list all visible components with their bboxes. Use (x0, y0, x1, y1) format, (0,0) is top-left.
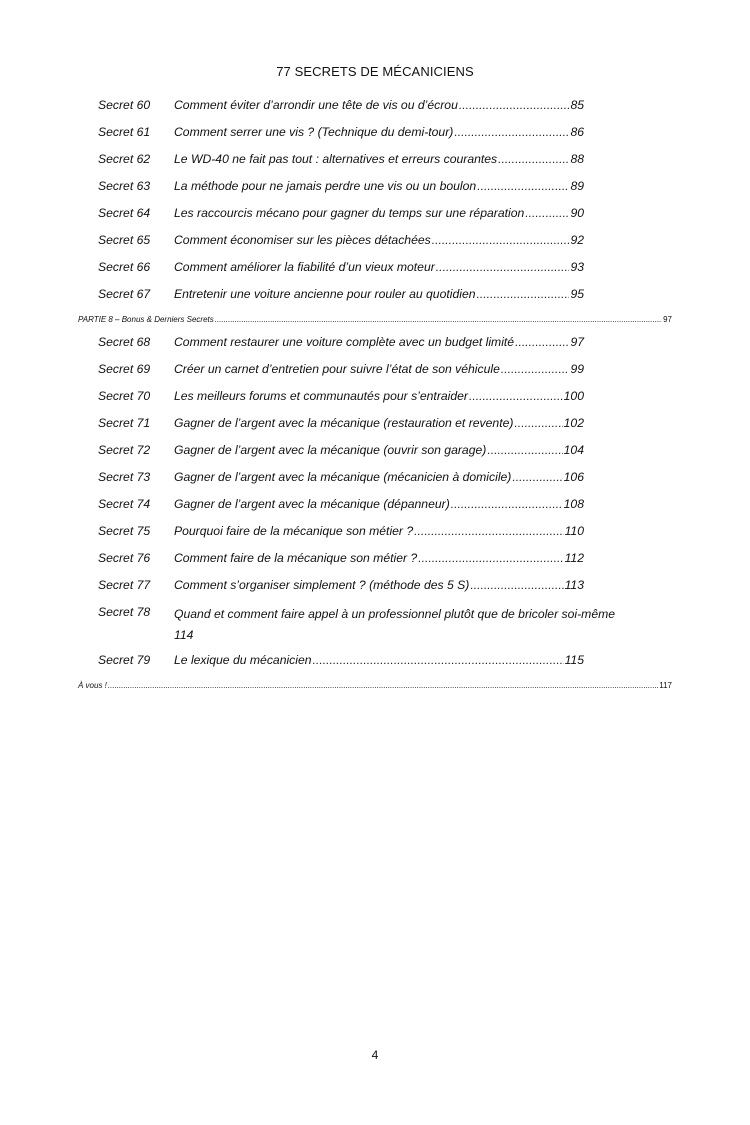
dot-leader (487, 443, 562, 457)
secret-title: Comment s’organiser simplement ? (méthode des 5 S) (174, 578, 470, 592)
toc-entry[interactable] (0, 575, 750, 602)
secret-number: Secret 65 (98, 233, 151, 247)
dot-leader (108, 681, 658, 690)
secret-number: Secret 76 (98, 551, 151, 565)
toc-entry[interactable] (0, 332, 750, 359)
page-ref: 97 (663, 315, 672, 324)
toc-part-heading[interactable] (0, 311, 750, 332)
page-ref: 113 (564, 578, 584, 592)
page-ref: 93 (570, 260, 584, 274)
page-ref: 112 (564, 551, 584, 565)
secret-title: Le WD-40 ne fait pas tout : alternatives et erreurs courantes (174, 152, 498, 166)
secret-title: Entretenir une voiture ancienne pour rouler au quotidien (174, 287, 476, 301)
table-of-contents (0, 95, 750, 698)
page-ref: 117 (659, 681, 672, 690)
toc-entry[interactable] (0, 521, 750, 548)
secret-number: Secret 66 (98, 260, 151, 274)
page-ref: 106 (563, 470, 584, 484)
dot-leader (432, 233, 570, 247)
secret-number: Secret 73 (98, 470, 151, 484)
secret-number: Secret 75 (98, 524, 151, 538)
secret-number: Secret 72 (98, 443, 151, 457)
dot-leader (451, 497, 563, 511)
page-ref: 102 (563, 416, 584, 430)
dot-leader (215, 315, 662, 324)
toc-entry[interactable] (0, 203, 750, 230)
dot-leader (512, 470, 562, 484)
dot-leader (436, 260, 570, 274)
secret-title: Les meilleurs forums et communautés pour s’entraider (174, 389, 468, 403)
page-ref: 86 (570, 125, 584, 139)
secret-title: La méthode pour ne jamais perdre une vis ou un boulon (174, 179, 477, 193)
toc-entry[interactable] (0, 359, 750, 386)
secret-number: Secret 67 (98, 287, 151, 301)
page-ref: 104 (563, 443, 584, 457)
toc-entry[interactable] (0, 650, 750, 677)
toc-entry[interactable] (0, 122, 750, 149)
secret-title: Quand et comment faire appel à un professionnel plutôt que de bricoler soi-même (174, 607, 616, 621)
secret-title: Le lexique du mécanicien (174, 653, 312, 667)
secret-title: Comment améliorer la fiabilité d’un vieux moteur (174, 260, 435, 274)
part-title: PARTIE 8 – Bonus & Derniers Secrets (78, 315, 214, 324)
page-ref: 85 (570, 98, 584, 112)
page-number: 4 (371, 1048, 379, 1062)
dot-leader (515, 335, 569, 349)
secret-number: Secret 74 (98, 497, 151, 511)
dot-leader (414, 524, 563, 538)
secret-number: Secret 78 (98, 605, 151, 619)
toc-entry[interactable] (0, 230, 750, 257)
dot-leader (477, 287, 570, 301)
page-ref: 89 (570, 179, 584, 193)
secret-title: Comment serrer une vis ? (Technique du demi-tour) (174, 125, 454, 139)
secret-title: Gagner de l’argent avec la mécanique (mécanicien à domicile) (174, 470, 512, 484)
secret-number: Secret 68 (98, 335, 151, 349)
toc-entry[interactable] (0, 284, 750, 311)
secret-title: Gagner de l’argent avec la mécanique (dépanneur) (174, 497, 450, 511)
page-ref: 100 (563, 389, 584, 403)
dot-leader (525, 206, 569, 220)
secret-title: Comment économiser sur les pièces détachées (174, 233, 431, 247)
secret-title: Créer un carnet d’entretien pour suivre l’état de son véhicule (174, 362, 500, 376)
page-ref: 90 (570, 206, 584, 220)
secret-title: Gagner de l’argent avec la mécanique (restauration et revente) (174, 416, 514, 430)
toc-entry[interactable] (0, 95, 750, 122)
toc-entry[interactable] (0, 257, 750, 284)
toc-entry[interactable] (0, 386, 750, 413)
toc-entry[interactable] (0, 602, 750, 650)
page-ref: 108 (563, 497, 584, 511)
dot-leader (459, 98, 570, 112)
secret-number: Secret 62 (98, 152, 151, 166)
toc-entry[interactable] (0, 440, 750, 467)
secret-title: Gagner de l’argent avec la mécanique (ouvrir son garage) (174, 443, 487, 457)
dot-leader (418, 551, 563, 565)
secret-number: Secret 63 (98, 179, 151, 193)
secret-number: Secret 69 (98, 362, 151, 376)
page-ref: 110 (564, 524, 584, 538)
dot-leader (469, 389, 563, 403)
dot-leader (477, 179, 569, 193)
page-ref: 95 (570, 287, 584, 301)
closing-title: À vous ! (78, 681, 107, 690)
secret-title: Comment faire de la mécanique son métier ? (174, 551, 418, 565)
secret-title: Comment restaurer une voiture complète avec un budget limité (174, 335, 515, 349)
page-ref: 114 (174, 628, 194, 642)
secret-number: Secret 71 (98, 416, 151, 430)
secret-number: Secret 60 (98, 98, 151, 112)
secret-number: Secret 70 (98, 389, 151, 403)
toc-entry[interactable] (0, 149, 750, 176)
page-ref: 88 (570, 152, 584, 166)
page-ref: 97 (570, 335, 584, 349)
secret-title: Pourquoi faire de la mécanique son métier ? (174, 524, 414, 538)
page-ref: 99 (570, 362, 584, 376)
toc-entry[interactable] (0, 548, 750, 575)
toc-closing-heading[interactable] (0, 677, 750, 698)
secret-title: Comment éviter d’arrondir une tête de vis ou d’écrou (174, 98, 458, 112)
page-ref: 92 (570, 233, 584, 247)
page-header: 77 SECRETS DE MÉCANICIENS (276, 64, 474, 79)
page-ref: 115 (564, 653, 584, 667)
dot-leader (470, 578, 563, 592)
toc-entry[interactable] (0, 494, 750, 521)
secret-number: Secret 61 (98, 125, 151, 139)
secret-number: Secret 77 (98, 578, 151, 592)
toc-entry[interactable] (0, 176, 750, 203)
dot-leader (501, 362, 570, 376)
toc-entry[interactable] (0, 467, 750, 494)
toc-entry[interactable] (0, 413, 750, 440)
dot-leader (514, 416, 562, 430)
secret-title: Les raccourcis mécano pour gagner du temps sur une réparation (174, 206, 525, 220)
dot-leader (313, 653, 564, 667)
dot-leader (454, 125, 569, 139)
secret-number: Secret 79 (98, 653, 151, 667)
dot-leader (498, 152, 569, 166)
secret-number: Secret 64 (98, 206, 151, 220)
